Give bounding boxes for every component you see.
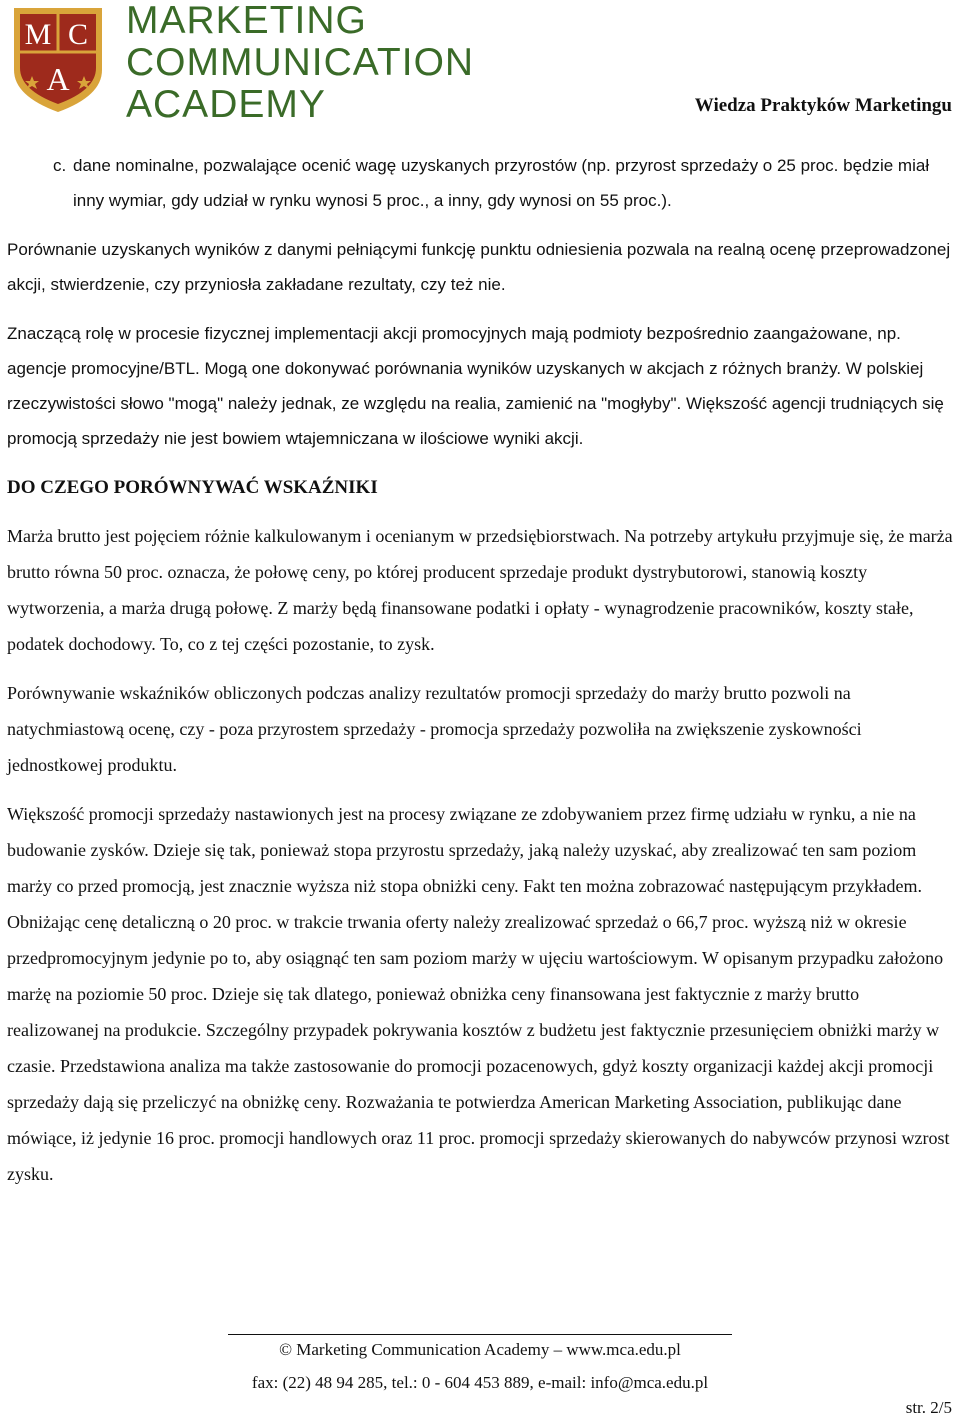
logo-line-3: ACADEMY xyxy=(126,83,326,126)
page-number: str. 2/5 xyxy=(905,1398,952,1417)
footer-copyright: © Marketing Communication Academy – www.mca.edu.pl xyxy=(279,1340,681,1359)
logo-wordmark xyxy=(126,0,474,126)
paragraph: Marża brutto jest pojęciem różnie kalkulowanym i ocenianym w przedsiębiorstwach. Na potrzeby artykułu przyjmuje się, że marża brutto równa 50 proc. oznacza, że połowę ceny, po której producent sprzedaje produkt dystrybutorowi, stanowią koszty wytworzenia, a marża drugą połowę. Z marży będą finansowane podatki i opłaty - wynagrodzenie pracowników, koszty stałe, podatek dochodowy. To, co z tej części pozostanie, to zysk. xyxy=(7,526,953,654)
page-footer xyxy=(228,1334,732,1395)
paragraph: Większość promocji sprzedaży nastawionych jest na procesy związane ze zdobywaniem przez firmę udziału w rynku, a nie na budowanie zysków. Dzieje się tak, ponieważ stopa przyrostu sprzedaży, jaką należy uzyskać, aby zrealizować ten sam poziom marży co przed promocją, jest znacznie wyższa niż stopa obniżki ceny. Fakt ten można zobrazować następującym przykładem. Obniżając cenę detaliczną o 20 proc. w trakcie trwania oferty należy zrealizować sprzedaż o 66,7 proc. wyższą niż w okresie przedpromocyjnym jedynie po to, aby osiągnąć ten sam poziom marży w ujęciu wartościowym. W opisanym przypadku założono marżę na poziomie 50 proc. Dzieje się tak dlatego, ponieważ obniżka ceny finansowana jest faktycznie z marży brutto realizowanej na produkcie. Szczególny przypadek pokrywania kosztów z budżetu jest faktycznie przesunięciem obniżki marży w czasie. Przedstawiona analiza ma także zastosowanie do promocji pozacenowych, gdyż koszty organizacji każdej akcji promocji sprzedaży dają się przeliczyć na obniżkę ceny. Rozważania te potwierdza American Marketing Association, publikując dane mówiące, iż jedynie 16 proc. promocji handlowych oraz 11 proc. promocji sprzedaży skierowanych do nabywców przynosi wzrost zysku. xyxy=(7,804,950,1184)
svg-text:A: A xyxy=(46,61,70,97)
footer-contact: fax: (22) 48 94 285, tel.: 0 - 604 453 889, e-mail: info@mca.edu.pl xyxy=(251,1373,709,1392)
paragraph: Porównanie uzyskanych wyników z danymi pełniącymi funkcję punktu odniesienia pozwala na realną ocenę przeprowadzonej akcji, stwierdzenie, czy przyniosła zakładane rezultaty, czy też nie. xyxy=(7,240,951,294)
svg-text:M: M xyxy=(24,18,52,51)
brand-logo xyxy=(8,0,548,126)
academy-shield-icon xyxy=(8,4,108,114)
svg-text:C: C xyxy=(67,18,89,51)
paragraph: Znaczącą rolę w procesie fizycznej implementacji akcji promocyjnych mają podmioty bezpośrednio zaangażowane, np. agencje promocyjne/BTL. Mogą one dokonywać porównania wyników uzyskanych w akcjach z różnych branży. W polskiej rzeczywistości słowo "mogą" należy jednak, ze względu na realia, zamienić na "mogłyby". Większość agencji trudniących się promocją sprzedaży nie jest bowiem wtajemniczana w ilościowe wyniki akcji. xyxy=(7,324,944,448)
list-item-text: dane nominalne, pozwalające ocenić wagę uzyskanych przyrostów (np. przyrost sprzedaży o 25 proc. będzie miał inny wymiar, gdy udział w rynku wynosi 5 proc., a inny, gdy wynosi on 55 proc.). xyxy=(73,156,930,210)
document-body xyxy=(7,148,953,1205)
list-marker: c. xyxy=(53,156,67,175)
logo-line-2: COMMUNICATION xyxy=(126,41,475,84)
list-item xyxy=(7,148,953,218)
logo-line-1: MARKETING xyxy=(126,0,367,42)
header-tagline: Wiedza Praktyków Marketingu xyxy=(694,95,952,116)
section-heading: DO CZEGO PORÓWNYWAĆ WSKAŹNIKI xyxy=(7,477,378,498)
paragraph: Porównywanie wskaźników obliczonych podczas analizy rezultatów promocji sprzedaży do marży brutto pozwoli na natychmiastową ocenę, czy - poza przyrostem sprzedaży - promocja sprzedaży pozwoliła na zwiększenie zyskowności jednostkowej produktu. xyxy=(7,683,862,775)
